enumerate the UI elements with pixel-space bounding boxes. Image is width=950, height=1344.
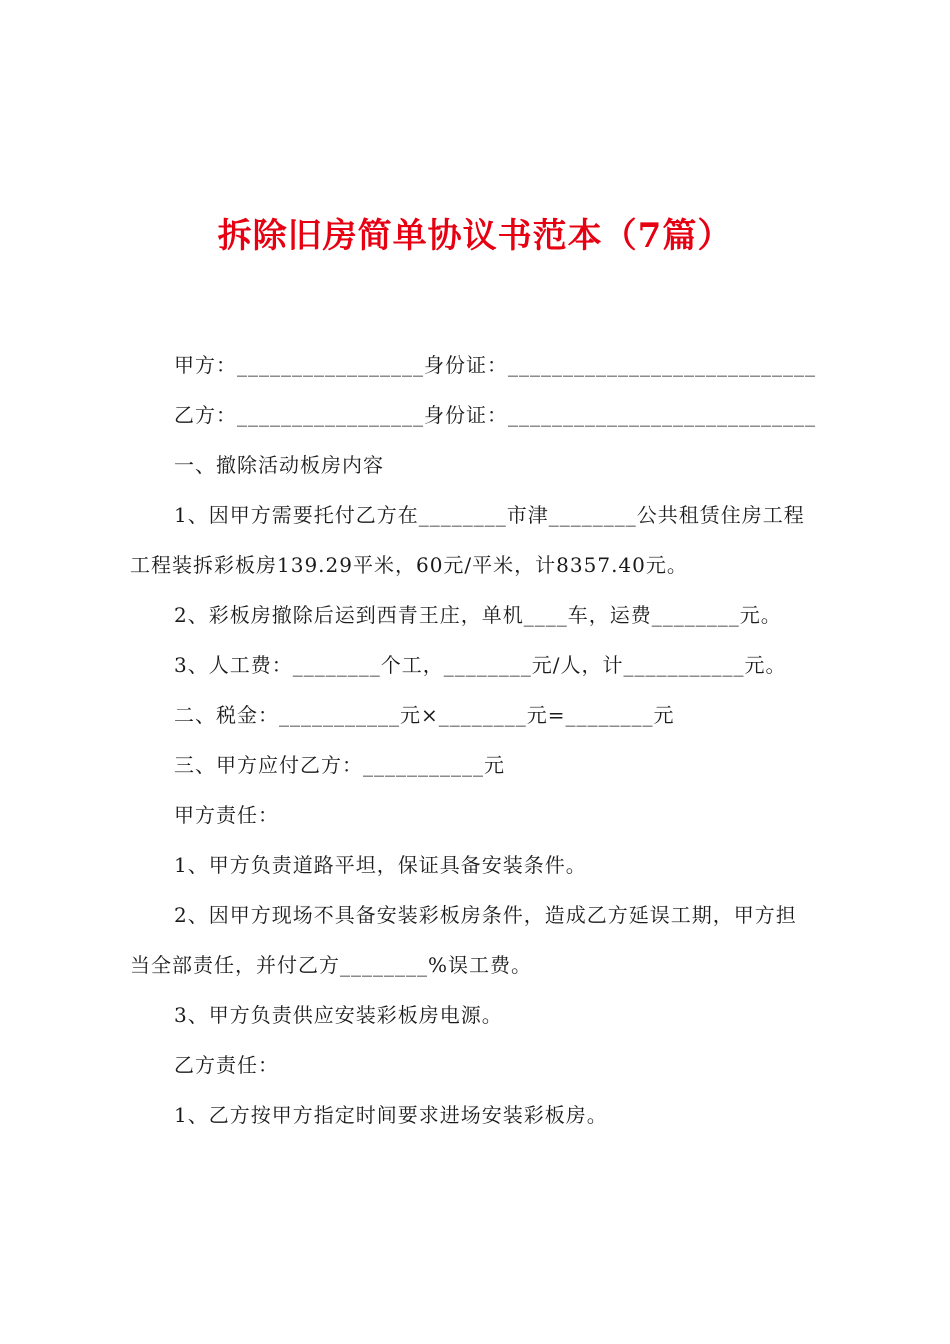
clause-1-line-2: 工程装拆彩板房139.29平米，60元/平米，计8357.40元。: [130, 553, 688, 577]
clause-1-line-1: 1、因甲方需要托付乙方在________市津________公共租赁住房工程: [174, 503, 805, 527]
section-heading-1: 一、撤除活动板房内容: [174, 453, 384, 477]
document-title: 拆除旧房简单协议书范本（7篇）: [217, 216, 733, 256]
party-a-duties-heading: 甲方责任：: [174, 803, 279, 827]
section-heading-3: 三、甲方应付乙方：___________元: [174, 753, 505, 777]
section-heading-2: 二、税金：___________元×________元=________元: [174, 703, 675, 727]
clause-3: 3、人工费：________个工，________元/人，计___________元。: [174, 653, 787, 677]
party-a-duty-2-line-1: 2、因甲方现场不具备安装彩板房条件，造成乙方延误工期，甲方担: [174, 903, 797, 927]
document-body: [130, 340, 830, 1140]
party-a-duty-1: 1、甲方负责道路平坦，保证具备安装条件。: [174, 853, 587, 877]
party-b-duties-heading: 乙方责任：: [174, 1053, 279, 1077]
clause-2: 2、彩板房撤除后运到西青王庄，单机____车，运费________元。: [174, 603, 782, 627]
party-b-line: 乙方：_________________身份证：____________________________: [174, 403, 816, 427]
party-a-duty-3: 3、甲方负责供应安装彩板房电源。: [174, 1003, 503, 1027]
party-a-duty-2-line-2: 当全部责任，并付乙方________%误工费。: [130, 953, 533, 977]
party-b-duty-1: 1、乙方按甲方指定时间要求进场安装彩板房。: [174, 1103, 608, 1127]
party-a-line: 甲方：_________________身份证：____________________________: [174, 353, 816, 377]
